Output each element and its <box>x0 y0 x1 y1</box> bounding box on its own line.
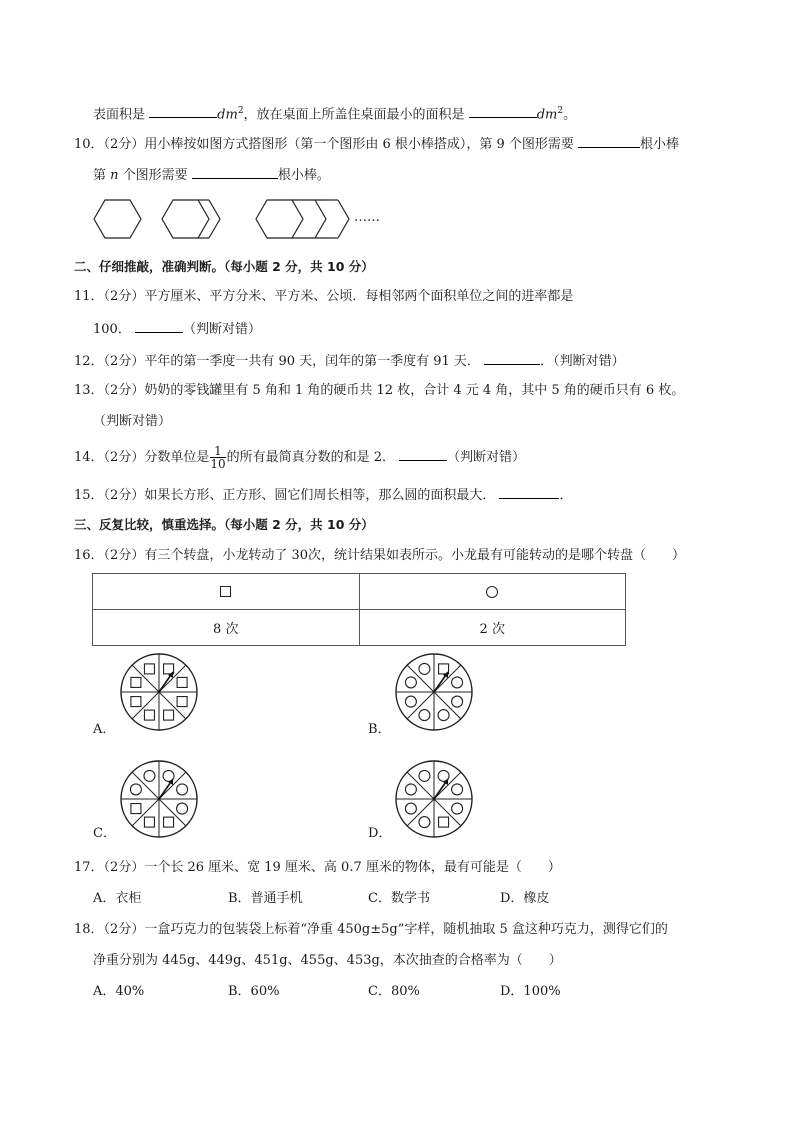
q14-blank[interactable] <box>399 446 447 461</box>
square-icon <box>144 710 154 720</box>
circle-icon <box>177 803 188 814</box>
q16-option-b[interactable]: B． <box>368 722 391 737</box>
circle-icon <box>419 710 430 721</box>
q9-surface-area-line <box>93 101 576 125</box>
q9-text: 表面积是 <box>93 107 146 123</box>
square-icon <box>144 664 154 674</box>
q10-line2-end: 根小棒。 <box>277 168 330 183</box>
q10-line1-end: 根小棒 <box>640 137 680 152</box>
q9-unit-2: dm <box>536 107 558 123</box>
q10-line2-mid: 个图形需要 <box>122 168 188 183</box>
square-icon <box>220 586 231 597</box>
q9-sup-2: 2 <box>557 106 564 116</box>
circle-icon <box>144 770 155 781</box>
q9-blank-1[interactable] <box>149 103 217 118</box>
q10-ellipsis: …… <box>354 210 380 225</box>
section-2-title: 二、仔细推敲，准确判断。（每小题 2 分，共 10 分） <box>74 259 374 274</box>
q15-blank[interactable] <box>499 484 559 499</box>
circle-icon <box>405 784 416 795</box>
q13-line-2: （判断对错） <box>93 414 172 429</box>
q18-option-a[interactable]: A．40% <box>93 984 145 999</box>
circle-icon <box>452 677 463 688</box>
q10-variable-n: n <box>110 168 119 183</box>
q18-line-1: 18．（2分）一盒巧克力的包装袋上标着“净重 450g±5g”字样，随机抽取 5 盒这种巧克力，测得它们的 <box>74 922 668 937</box>
q17-option-a[interactable]: A．衣柜 <box>93 891 142 906</box>
q11-blank[interactable] <box>135 318 183 333</box>
q11-line2-pre: 100． <box>93 322 131 337</box>
q16-option-c[interactable]: C． <box>93 826 116 841</box>
q12-end: ．（判断对错） <box>540 354 625 369</box>
q16-option-d[interactable]: D． <box>368 826 392 841</box>
square-icon <box>177 677 187 687</box>
circle-icon <box>405 677 416 688</box>
q15-text: 15．（2分）如果长方形、正方形、圆它们周长相等，那么圆的面积最大． <box>74 488 496 503</box>
square-icon <box>131 677 141 687</box>
q16-option-a[interactable]: A． <box>93 722 116 737</box>
q10-line-1 <box>74 133 679 155</box>
square-icon <box>131 697 141 707</box>
q9-end: 。 <box>563 107 577 123</box>
circle-icon <box>419 663 430 674</box>
q10-line2-pre: 第 <box>93 168 107 183</box>
q14-end: （判断对错） <box>447 450 526 465</box>
q14-fraction <box>210 445 225 470</box>
hexagon-figure-1 <box>94 200 141 238</box>
circle-icon <box>452 696 463 707</box>
q9-mid-text: ，放在桌面上所盖住桌面最小的面积是 <box>243 107 465 123</box>
q17-question: 17．（2分）一个长 26 厘米、宽 19 厘米、高 0.7 厘米的物体，最有可能是（ ） <box>74 860 561 875</box>
q12-blank[interactable] <box>484 350 540 365</box>
hexagon-figure-2 <box>162 200 220 238</box>
spinner-c[interactable] <box>120 760 198 838</box>
q11-line-2 <box>93 318 261 340</box>
square-icon <box>144 817 154 827</box>
q16-question: 16．（2分）有三个转盘，小龙转动了 30次，统计结果如表所示。小龙最有可能转动的是哪个转盘（ ） <box>74 548 685 563</box>
q10-blank-2[interactable] <box>192 164 278 179</box>
table-header-circle <box>359 574 626 610</box>
q9-sup-1: 2 <box>237 106 244 116</box>
circle-icon <box>405 696 416 707</box>
q16-result-table <box>92 573 626 646</box>
q9-blank-2[interactable] <box>469 103 537 118</box>
spinner-d[interactable] <box>395 760 473 838</box>
hexagon-figure-3 <box>256 200 349 238</box>
circle-icon <box>419 770 430 781</box>
q15-end: ． <box>559 488 573 503</box>
q10-question: 10．（2分）用小棒按如图方式搭图形（第一个图形由 6 根小棒搭成），第 9 个图形需要 <box>74 137 574 152</box>
square-icon <box>164 710 174 720</box>
circle-icon <box>405 803 416 814</box>
square-icon <box>131 804 141 814</box>
spinner-b[interactable] <box>395 653 473 731</box>
square-icon <box>439 817 449 827</box>
q12-text: 12．（2分）平年的第一季度一共有 90 天，闰年的第一季度有 91 天． <box>74 354 480 369</box>
spinner-a[interactable] <box>120 653 198 731</box>
q18-option-c[interactable]: C．80% <box>368 984 420 999</box>
q14-line <box>74 444 525 472</box>
q17-option-d[interactable]: D．橡皮 <box>500 891 550 906</box>
circle-icon <box>438 710 449 721</box>
q14-numerator: 1 <box>210 445 225 458</box>
circle-icon <box>486 586 498 598</box>
table-row <box>93 610 626 646</box>
q14-denominator: 10 <box>210 457 226 471</box>
circle-icon <box>177 784 188 795</box>
circle-icon <box>452 784 463 795</box>
q14-text: 14．（2分）分数单位是 <box>74 450 210 465</box>
table-cell-square-count: 8 次 <box>93 610 360 646</box>
circle-icon <box>130 784 141 795</box>
q9-unit-1: dm <box>217 107 238 123</box>
table-header-square <box>93 574 360 610</box>
stick-figures-diagram <box>94 200 394 240</box>
q13-line-1: 13．（2分）奶奶的零钱罐里有 5 角和 1 角的硬币共 12 枚，合计 4 元 4 角，其中 5 角的硬币只有 6 枚。 <box>74 383 685 398</box>
q17-option-c[interactable]: C．数学书 <box>368 891 430 906</box>
square-icon <box>164 817 174 827</box>
table-row <box>93 574 626 610</box>
q15-line <box>74 484 572 506</box>
q18-option-b[interactable]: B．60% <box>228 984 280 999</box>
square-icon <box>177 697 187 707</box>
q11-line-1: 11．（2分）平方厘米、平方分米、平方米、公顷．每相邻两个面积单位之间的进率都是 <box>74 289 574 304</box>
q10-line-2 <box>93 164 330 186</box>
q18-line-2: 净重分别为 445g、449g、451g、455g、453g，本次抽查的合格率为（ ） <box>93 953 562 968</box>
q14-mid-text: 的所有最简真分数的和是 2． <box>226 450 396 465</box>
table-cell-circle-count: 2 次 <box>359 610 626 646</box>
q17-option-b[interactable]: B．普通手机 <box>228 891 303 906</box>
circle-icon <box>419 817 430 828</box>
section-3-title: 三、反复比较，慎重选择。（每小题 2 分，共 10 分） <box>74 517 374 532</box>
q18-option-d[interactable]: D．100% <box>500 984 561 999</box>
q11-line2-end: （判断对错） <box>182 322 261 337</box>
circle-icon <box>452 803 463 814</box>
q10-blank-1[interactable] <box>578 133 640 148</box>
q12-line <box>74 350 625 372</box>
